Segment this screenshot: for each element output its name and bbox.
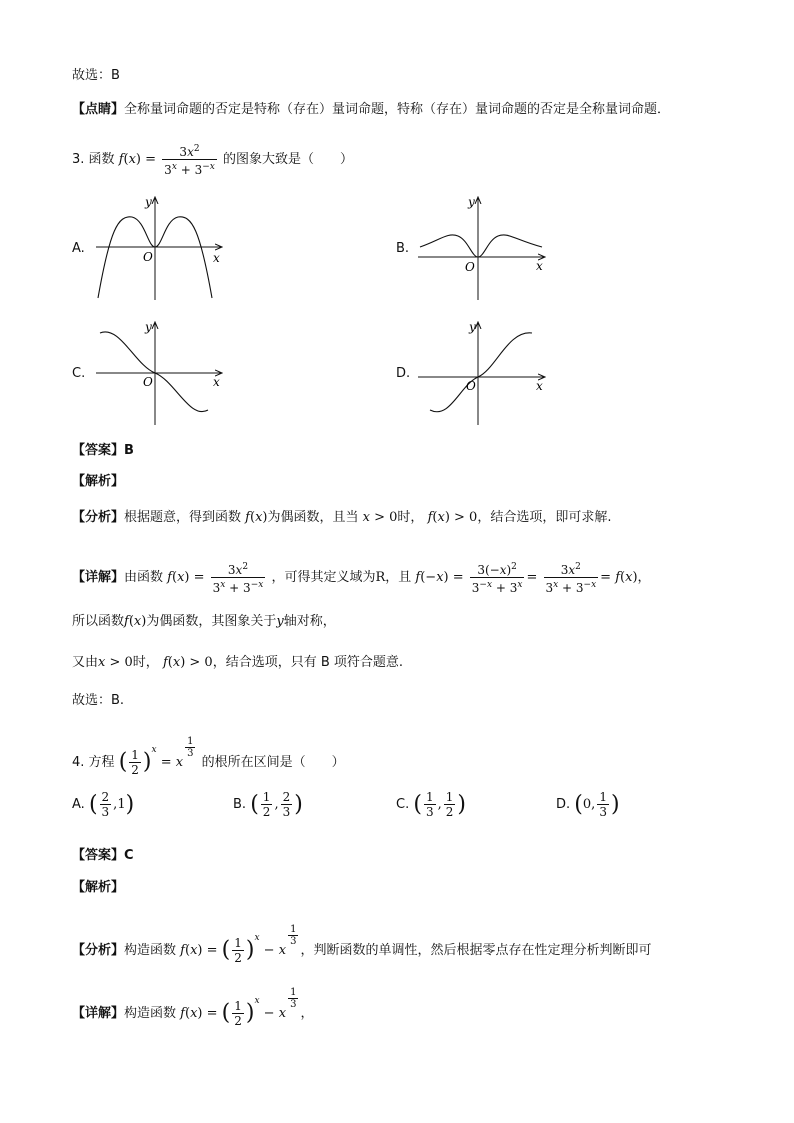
graph-d-x: x xyxy=(536,379,543,393)
note-text: 全称量词命题的否定是特称（存在）量词命题，特称（存在）量词命题的否定是全称量词命题． xyxy=(124,102,671,117)
q4-fenxi-a: 构造函数 xyxy=(124,943,177,958)
q4-fenxi: 【分析】构造函数 f(x) = ( $\frac{1}{2}$ )$^x$ − x $\frac{1}{3}$ ，判断函数的单调性，然后根据零点存在性定理分析判断即可 xyxy=(72,924,652,965)
question-4-prefix: 4. 方程 xyxy=(72,755,115,770)
graph-label-d: D. xyxy=(396,366,411,381)
q4-option-a: A. ( $\frac{2}{3}$ ,1) xyxy=(72,790,135,819)
question-4: 4. 方程 ( $\frac{1}{2}$ )$^x$ = x $\frac{1}{3}$ 的根所在区间是（ ） xyxy=(72,736,345,777)
question-3-prefix: 3. 函数 xyxy=(72,152,115,167)
graph-c-x: x xyxy=(213,375,220,389)
q4-xiangjie-a: 构造函数 xyxy=(124,1006,177,1021)
q3-line2-c: 轴对称， xyxy=(283,614,336,629)
q3-fenxi-d: ，结合选项，即可求解. xyxy=(477,510,612,525)
q3-line2: 所以函数f(x)为偶函数，其图象关于y轴对称， xyxy=(72,614,336,629)
graph-b xyxy=(418,195,545,300)
graph-b-y: y xyxy=(468,195,475,209)
q3-xiangjie: 【详解】由函数 f(x) = $\frac{3x^2}{3^x + 3^{-x}}$ ，可得其定义域为R，且 f(−x) = $\frac{3(-x)^2}{3^{-x} + 3^x}$ = $\frac{3x^2}{3^x + 3^{-x}}$ = f(x)， xyxy=(72,562,651,595)
q4-xiangjie-b: ， xyxy=(300,1006,314,1021)
graph-b-origin: O xyxy=(465,260,475,274)
q4-answer: 【答案】C xyxy=(72,848,134,863)
graph-b-x: x xyxy=(536,259,543,273)
tag-fenxi-4: 【分析】 xyxy=(72,943,125,958)
text-line: 故选：B xyxy=(72,68,120,83)
q3-jiexi: 【解析】 xyxy=(72,474,125,489)
graph-label-a: A. xyxy=(72,241,85,256)
tag-xiangjie: 【详解】 xyxy=(72,570,125,585)
graphs-svg xyxy=(0,0,794,440)
question-3: 3. 函数 f(x) = $\frac{3x^2}{3^x + 3^{-x}}$ 的图象大致是（ ） xyxy=(72,144,353,177)
graph-c-y: y xyxy=(145,320,152,334)
question-4-suffix: 的根所在区间是（ ） xyxy=(201,755,345,770)
graph-d-origin: O xyxy=(466,379,476,393)
q4-option-b: B. ( $\frac{1}{2}$ , $\frac{2}{3}$ ) xyxy=(233,790,303,819)
graph-a-x: x xyxy=(213,251,220,265)
q3-fenxi-a: 根据题意，得到函数 xyxy=(124,510,242,525)
q3-xiangjie-a: 由函数 xyxy=(124,570,164,585)
tag-dianjing: 【点睛】 xyxy=(72,102,125,117)
graph-label-b: B. xyxy=(396,241,410,256)
tag-xiangjie-4: 【详解】 xyxy=(72,1006,125,1021)
graph-a-y: y xyxy=(145,195,152,209)
graph-a xyxy=(96,195,222,300)
tag-fenxi: 【分析】 xyxy=(72,510,125,525)
q3-fenxi-c: 时， xyxy=(397,510,424,525)
q4-fenxi-b: ，判断函数的单调性，然后根据零点存在性定理分析判断即可 xyxy=(300,943,652,958)
q3-xiangjie-c: ，且 xyxy=(385,570,412,585)
q3-line2-b: 为偶函数，其图象关于 xyxy=(146,614,277,629)
q3-fenxi: 【分析】根据题意，得到函数 f(x)为偶函数，且当 x > 0时， f(x) > 0，结合选项，即可求解. xyxy=(72,510,612,525)
q4-option-d: D. (0, $\frac{1}{3}$ ) xyxy=(556,790,620,819)
q4-xiangjie: 【详解】构造函数 f(x) = ( $\frac{1}{2}$ )$^x$ − x $\frac{1}{3}$ ， xyxy=(72,987,314,1028)
graph-a-origin: O xyxy=(143,250,153,264)
q3-xiangjie-b: ，可得其定义域为 xyxy=(271,570,376,585)
q3-fenxi-b: 为偶函数，且当 xyxy=(267,510,359,525)
q3-end: 故选：B. xyxy=(72,693,125,708)
graph-d-y: y xyxy=(469,320,476,334)
q3-line3: 又由x > 0时， f(x) > 0，结合选项，只有 B 项符合题意. xyxy=(72,655,404,670)
q3-line3-c: ，结合选项，只有 B 项符合题意. xyxy=(212,655,404,670)
q3-fraction: $\frac{3x^2}{3^x + 3^{-x}}$ xyxy=(164,144,215,177)
question-3-suffix: 的图象大致是（ ） xyxy=(222,152,353,167)
graph-c xyxy=(96,320,222,425)
graph-label-c: C. xyxy=(72,366,86,381)
q4-option-c: C. ( $\frac{1}{3}$ , $\frac{1}{2}$ ) xyxy=(396,790,466,819)
q3-line2-a: 所以函数 xyxy=(72,614,125,629)
graph-d xyxy=(418,320,545,425)
graph-c-origin: O xyxy=(143,375,153,389)
q3-line3-b: 时， xyxy=(132,655,159,670)
q3-answer: 【答案】B xyxy=(72,443,134,458)
q4-jiexi: 【解析】 xyxy=(72,880,125,895)
q3-line3-a: 又由 xyxy=(72,655,99,670)
